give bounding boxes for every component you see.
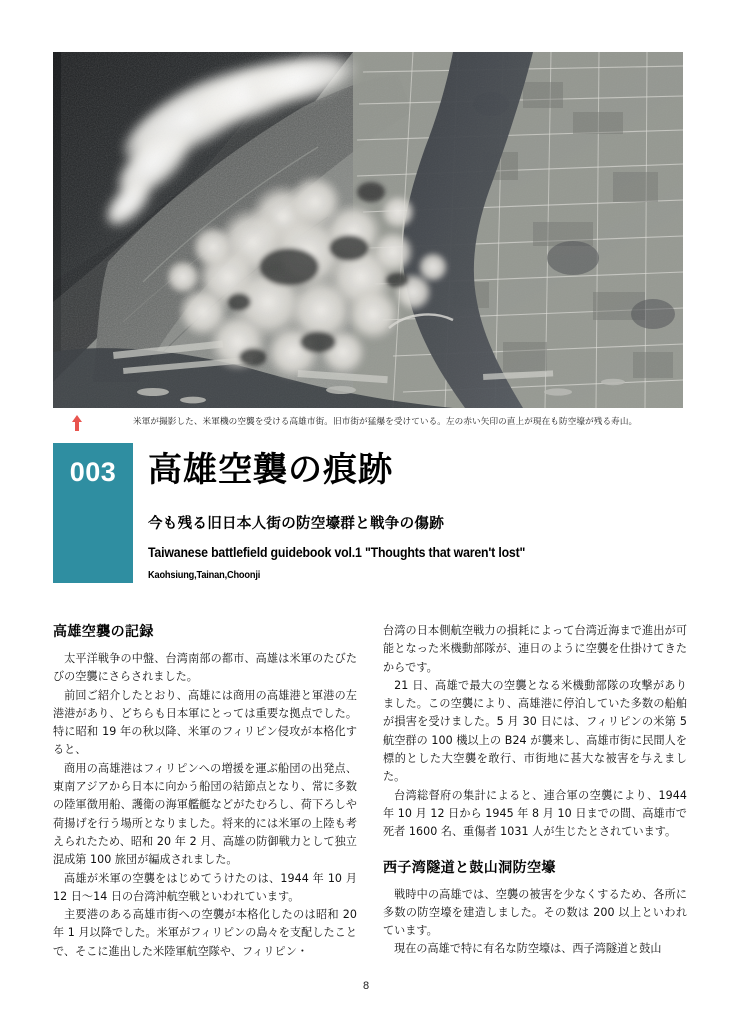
title-text-group [148, 443, 683, 582]
aerial-photograph [53, 52, 683, 408]
paragraph: 21 日、高雄で最大の空襲となる米機動部隊の攻撃がありました。この空襲により、高雄港に停泊していた多数の船舶が損害を受けました。5 月 30 日には、フィリピンの米第 5 航空群の 100 機以上の B24 が襲来し、高雄市街に民間人を標的とした大空襲を敢行、市街地に甚大な被害を与えました。 [383, 678, 687, 784]
up-arrow-icon [69, 414, 85, 432]
article-title-block [53, 443, 683, 583]
page-number: 8 [362, 980, 370, 992]
page-title: 高雄空襲の痕跡 [148, 450, 393, 490]
left-column [53, 622, 357, 967]
article-number-label: 003 [69, 457, 117, 487]
subtitle-japanese: 今も残る旧日本人街の防空壕群と戦争の傷跡 [148, 515, 444, 532]
article-number-badge [53, 443, 133, 583]
paragraph: 太平洋戦争の中盤、台湾南部の都市、高雄は米軍のたびたびの空襲にさらされました。 [53, 652, 357, 684]
photo-canvas [53, 52, 683, 408]
paragraph: 前回ご紹介したとおり、高雄には商用の高雄港と軍港の左港港があり、どちらも日本軍にとっては重要な拠点でした。特に昭和 19 年の秋以降、米軍のフィリピン侵攻が本格化すると、 [53, 688, 357, 757]
right-column [383, 622, 687, 967]
paragraph: 台湾総督府の集計によると、連合軍の空襲により、1944 年 10 月 12 日から 1945 年 8 月 10 日までの間、高雄市で死者 1600 名、重傷者 1031 人が生じたとされています。 [383, 788, 687, 839]
section-heading-records: 高雄空襲の記録 [53, 624, 154, 640]
photo-caption-text: 米軍が撮影した、米軍機の空襲を受ける高雄市街。旧市街が猛爆を受けている。左の赤い矢印の直上が現在も防空壕が残る寿山。 [133, 416, 638, 426]
section-heading-shelters: 西子湾隧道と鼓山洞防空壕 [383, 859, 556, 876]
paragraph: 台湾の日本側航空戦力の損耗によって台湾近海まで進出が可能となった米機動部隊が、連日のように空襲を仕掛けてきたからです。 [383, 624, 687, 674]
paragraph: 主要港のある高雄市街への空襲が本格化したのは昭和 20 年 1 月以降でした。米軍がフィリピンの島々を支配したことで、そこに進出した米陸軍航空隊や、フィリピン・ [53, 908, 357, 958]
subtitle-english: Taiwanese battlefield guidebook vol.1 "Thoughts that waren't lost" [148, 543, 526, 560]
subtitle-places: Kaohsiung,Tainan,Choonji [148, 568, 261, 581]
article-body [53, 622, 687, 967]
paragraph: 商用の高雄港はフィリピンへの増援を運ぶ船団の出発点、東南アジアから日本に向かう船団の結節点となり、常に多数の陸軍徴用船、護衛の海軍艦艇などがたむろし、荷下ろしや荷揚げを行う場所となりました。将来的には米軍の上陸も考えられたため、昭和 20 年 2 月、高雄の防御戦力として独立混成第 100 旅団が編成されました。 [53, 761, 357, 867]
paragraph: 高雄が米軍の空襲をはじめてうけたのは、1944 年 10 月 12 日〜14 日の台湾沖航空戦といわれています。 [53, 871, 357, 903]
paragraph: 現在の高雄で特に有名な防空壕は、西子湾隧道と鼓山 [394, 942, 662, 956]
photo-caption-row [53, 413, 683, 433]
paragraph: 戦時中の高雄では、空襲の被害を少なくするため、各所に多数の防空壕を建造しました。その数は 200 以上といわれています。 [383, 887, 687, 938]
